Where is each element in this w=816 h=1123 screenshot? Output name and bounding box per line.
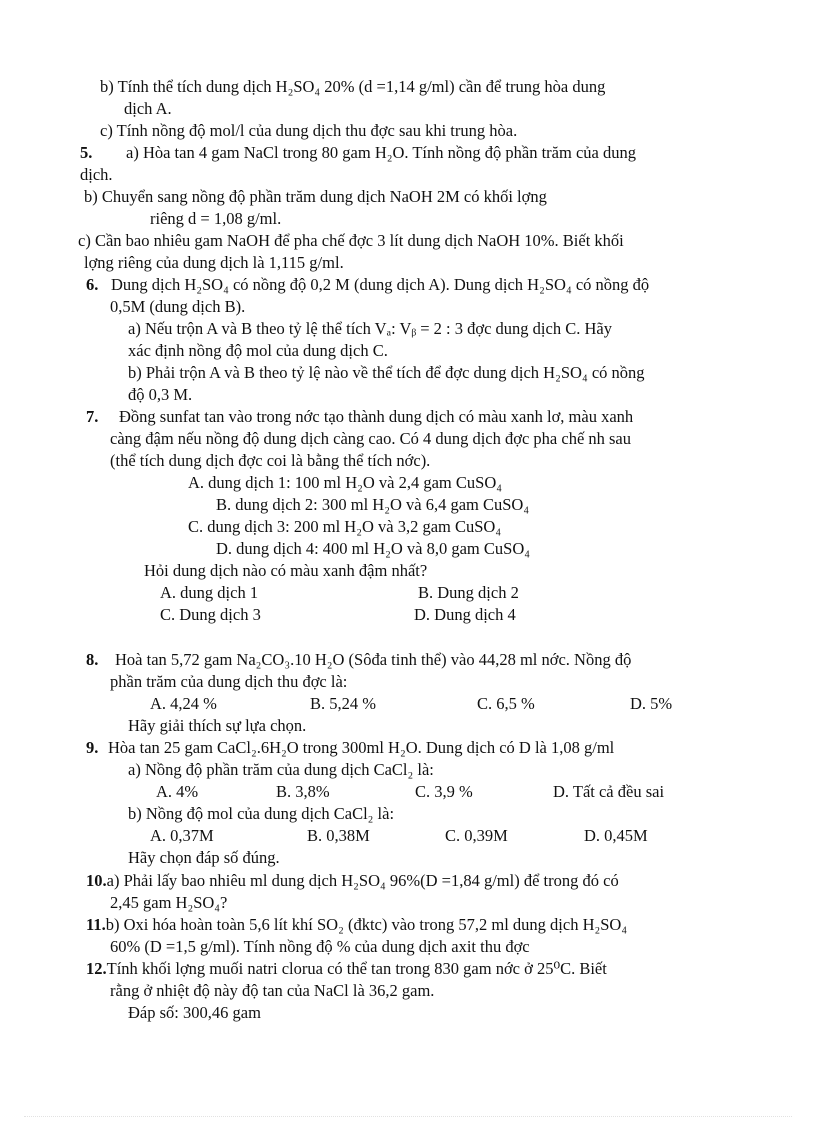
line: b) Nồng độ mol của dung dịch CaCl₂ là: [128,804,395,823]
line: 9. Hòa tan 25 gam CaCl₂.6H₂O trong 300ml H₂O. Dung dịch có D là 1,08 g/ml [86,738,615,757]
item-number: 10. [86,871,107,890]
option: B. 0,38M [307,826,370,845]
item-number: 7. [86,407,99,426]
line: A. dung dịch 1: 100 ml H₂O và 2,4 gam CuSO₄ [188,473,502,492]
line: rằng ở nhiệt độ này độ tan của NaCl là 36,2 gam. [110,981,435,1000]
option: C. 0,39M [445,826,508,845]
line: Hãy giải thích sự lựa chọn. [128,716,307,735]
line: b) Tính thể tích dung dịch H₂SO₄ 20% (d =1,14 g/ml) cần để trung hòa dung [100,77,606,96]
option: D. 0,45M [584,826,648,845]
line: B. dung dịch 2: 300 ml H₂O và 6,4 gam CuSO₄ [216,495,530,514]
line: Hỏi dung dịch nào có màu xanh đậm nhất? [144,561,428,580]
line: a) Nồng độ phần trăm của dung dịch CaCl₂ là: [128,760,434,779]
line: độ 0,3 M. [128,385,193,404]
line: dịch. [80,165,113,184]
line: b) Phải trộn A và B theo tỷ lệ nào về thể tích để đợc dung dịch H₂SO₄ có nồng [128,363,645,382]
line: C. dung dịch 3: 200 ml H₂O và 3,2 gam CuSO₄ [188,517,502,536]
line: 5. a) Hòa tan 4 gam NaCl trong 80 gam H₂O. Tính nồng độ phần trăm của dung [80,143,636,162]
option: C. 3,9 % [415,782,473,801]
line: phần trăm của dung dịch thu đợc là: [110,672,348,691]
option: A. 4% [156,782,199,801]
line: c) Cần bao nhiêu gam NaOH để pha chế đợc 3 lít dung dịch NaOH 10%. Biết khối [78,231,624,250]
line: lợng riêng của dung dịch là 1,115 g/ml. [84,253,344,272]
item-number: 12. [86,959,107,978]
line: 12.Tính khối lợng muối natri clorua có thể tan trong 830 gam nớc ở 25⁰C. Biết [86,959,607,978]
line: a) Nếu trộn A và B theo tỷ lệ thể tích Vₐ: Vᵦ = 2 : 3 đợc dung dịch C. Hãy [128,319,612,338]
option: B. Dung dịch 2 [418,583,519,602]
item-number: 11. [86,915,106,934]
line: 10.a) Phải lấy bao nhiêu ml dung dịch H₂SO₄ 96%(D =1,84 g/ml) để trong đó có [86,871,619,890]
footer-divider [24,1116,792,1117]
line: Hãy chọn đáp số đúng. [128,848,280,867]
line: càng đậm nếu nồng độ dung dịch càng cao. Có 4 dung dịch đợc pha chế nh sau [110,429,632,448]
line: 11.b) Oxi hóa hoàn toàn 5,6 lít khí SO₂ (đktc) vào trong 57,2 ml dung dịch H₂SO₄ [86,915,628,934]
option: D. 5% [630,694,673,713]
option: A. 4,24 % [150,694,217,713]
option: A. dung dịch 1 [160,583,259,602]
item-number: 5. [80,143,93,162]
line: 2,45 gam H₂SO₄? [110,893,228,912]
option: D. Tất cả đều sai [553,782,665,801]
line: 60% (D =1,5 g/ml). Tính nồng độ % của dung dịch axit thu đợc [110,937,530,956]
option: D. Dung dịch 4 [414,605,516,624]
item-number: 6. [86,275,99,294]
option: C. Dung dịch 3 [160,605,261,624]
line: (thể tích dung dịch đợc coi là bằng thể tích nớc). [110,451,431,470]
item-number: 9. [86,738,99,757]
option: B. 5,24 % [310,694,376,713]
line: 6. Dung dịch H₂SO₄ có nồng độ 0,2 M (dung dịch A). Dung dịch H₂SO₄ có nồng độ [86,275,650,294]
line: 7. Đồng sunfat tan vào trong nớc tạo thành dung dịch có màu xanh lơ, màu xanh [86,407,634,426]
line: riêng d = 1,08 g/ml. [150,209,282,228]
line: D. dung dịch 4: 400 ml H₂O và 8,0 gam CuSO₄ [216,539,530,558]
option: B. 3,8% [276,782,330,801]
line: xác định nồng độ mol của dung dịch C. [128,341,388,360]
line: c) Tính nồng độ mol/l của dung dịch thu đợc sau khi trung hòa. [100,121,518,140]
line: Đáp số: 300,46 gam [128,1003,261,1022]
option: A. 0,37M [150,826,214,845]
line: b) Chuyển sang nồng độ phần trăm dung dịch NaOH 2M có khối lợng [84,187,547,206]
item-number: 8. [86,650,99,669]
line: dịch A. [124,99,172,118]
option: C. 6,5 % [477,694,535,713]
line: 8. Hoà tan 5,72 gam Na₂CO₃.10 H₂O (Sôđa tinh thể) vào 44,28 ml nớc. Nồng độ [86,650,632,669]
line: 0,5M (dung dịch B). [110,297,246,316]
